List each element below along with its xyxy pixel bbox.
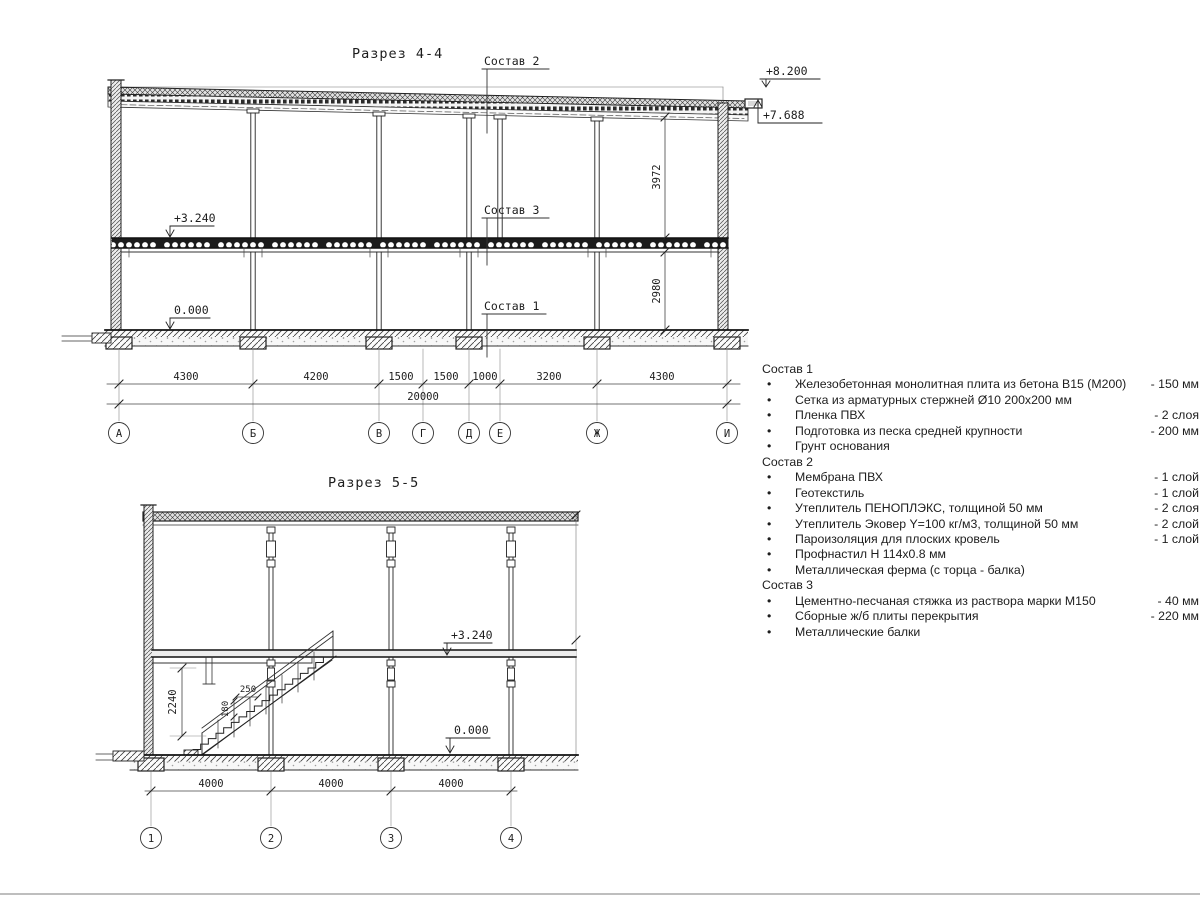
list-item	[762, 532, 1199, 547]
item-name: Грунт основания	[795, 439, 890, 454]
item-qty: - 1 слой	[1150, 470, 1199, 485]
staircase	[184, 656, 336, 766]
item-name: Мембрана ПВХ	[795, 470, 884, 485]
axis-v: В	[375, 428, 383, 440]
axis-labels-55	[148, 833, 514, 845]
item-qty: - 220 мм	[1147, 609, 1199, 624]
dim-55-1: 4000	[198, 778, 224, 790]
sostav-2-label: Состав 2	[484, 54, 540, 68]
item-name: Профнастил Н 114х0.8 мм	[795, 547, 946, 562]
axis-i: И	[723, 428, 731, 440]
dim-rows-44	[107, 349, 740, 421]
section-4-4	[62, 46, 822, 444]
list-item	[762, 470, 1199, 485]
section-5-5	[96, 475, 580, 849]
item-name: Пленка ПВХ	[795, 408, 866, 423]
item-qty: - 40 мм	[1153, 594, 1199, 609]
axis-b: Б	[249, 428, 257, 440]
elev-floor-44: +3.240	[174, 211, 216, 225]
dim-44-5: 1000	[472, 371, 498, 383]
dim-44-2: 4200	[303, 371, 329, 383]
bullet-icon: •	[767, 547, 772, 562]
dim-44-3: 1500	[388, 371, 414, 383]
axis-3: 3	[387, 833, 395, 845]
bullet-icon: •	[767, 377, 772, 392]
item-name: Металлическая ферма (с торца - балка)	[795, 562, 1025, 577]
composition-3-title: Состав 3	[762, 578, 813, 593]
bullet-icon: •	[767, 562, 772, 577]
section-4-4-title: Разрез 4-4	[352, 46, 444, 62]
item-qty: - 150 мм	[1147, 377, 1199, 392]
columns-upper-44	[247, 109, 603, 238]
floor-slab-44	[112, 238, 728, 257]
bullet-icon: •	[767, 624, 772, 639]
axis-a: А	[115, 428, 123, 440]
list-item	[762, 377, 1199, 392]
roof-55	[143, 512, 578, 525]
bullet-icon: •	[767, 470, 772, 485]
bullet-icon: •	[767, 516, 772, 531]
item-name: Сборные ж/б плиты перекрытия	[795, 609, 979, 624]
item-name: Сетка из арматурных стержней Ø10 200х200 мм	[795, 392, 1072, 407]
dim-stair-height: 2240	[167, 689, 179, 715]
list-item	[762, 594, 1199, 609]
elev-top-44: +8.200	[766, 64, 808, 78]
list-item	[762, 625, 1199, 640]
item-qty: - 1 слой	[1150, 532, 1199, 547]
ground-slab-55	[96, 751, 578, 771]
axis-d: Д	[465, 428, 473, 440]
axis-e: Е	[496, 428, 504, 440]
composition-2-title: Состав 2	[762, 454, 813, 469]
sostav-1-label: Состав 1	[484, 299, 540, 313]
item-name: Утеплитель ПЕНОПЛЭКС, толщиной 50 мм	[795, 501, 1043, 516]
stair-dims	[167, 664, 261, 740]
roof-44	[108, 87, 762, 121]
dim-44-total: 20000	[407, 391, 439, 403]
bullet-icon: •	[767, 609, 772, 624]
axis-4: 4	[507, 833, 515, 845]
dim-44-6: 3200	[536, 371, 562, 383]
bullet-icon: •	[767, 408, 772, 423]
ground-slab-44	[62, 330, 748, 349]
dim-44-7: 4300	[649, 371, 675, 383]
list-item	[762, 408, 1199, 423]
bullet-icon: •	[767, 423, 772, 438]
list-item	[762, 393, 1199, 408]
item-qty: - 2 слоя	[1150, 408, 1199, 423]
columns-lower-44	[251, 252, 599, 330]
sostav-3-label: Состав 3	[484, 203, 540, 217]
list-item	[762, 424, 1199, 439]
elev-ground-55: 0.000	[454, 723, 489, 737]
item-qty: - 1 слой	[1150, 486, 1199, 501]
item-name: Цементно-песчаная стяжка из раствора марки М150	[795, 593, 1096, 608]
item-name: Пароизоляция для плоских кровель	[795, 531, 1000, 546]
dim-55-3: 4000	[438, 778, 464, 790]
item-name: Геотекстиль	[795, 485, 865, 500]
axis-zh: Ж	[593, 428, 601, 440]
item-qty: - 2 слоя	[1150, 501, 1199, 516]
elev-parapet-44: +7.688	[763, 108, 805, 122]
axis-g: Г	[419, 428, 427, 440]
item-name: Утеплитель Эковер Y=100 кг/м3, толщиной 50 мм	[795, 516, 1079, 531]
item-name: Железобетонная монолитная плита из бетона В15 (М200)	[795, 377, 1127, 392]
section-5-5-title: Разрез 5-5	[328, 475, 420, 491]
dim-lower-height: 2980	[651, 278, 663, 304]
list-item	[762, 501, 1199, 516]
axis-1: 1	[147, 833, 155, 845]
composition-lists	[762, 362, 1199, 640]
vertical-dims-44	[651, 113, 669, 334]
dim-row-55	[145, 772, 517, 826]
axis-bubbles-55	[141, 828, 522, 849]
bullet-icon: •	[767, 392, 772, 407]
bullet-icon: •	[767, 485, 772, 500]
list-item	[762, 517, 1199, 532]
dim-tread: 250	[239, 685, 257, 695]
bullet-icon: •	[767, 593, 772, 608]
wall-55	[141, 505, 156, 757]
dim-44-4: 1500	[433, 371, 459, 383]
dim-upper-height: 3972	[651, 164, 663, 190]
elev-floor-55: +3.240	[451, 628, 493, 642]
axis-labels-44	[116, 428, 730, 440]
item-qty: - 2 слой	[1150, 517, 1199, 532]
elev-ground-44: 0.000	[174, 303, 209, 317]
item-qty: - 200 мм	[1147, 424, 1199, 439]
list-item	[762, 563, 1199, 578]
bullet-icon: •	[767, 531, 772, 546]
list-item	[762, 439, 1199, 454]
bullet-icon: •	[767, 501, 772, 516]
item-name: Металлические балки	[795, 624, 921, 639]
dim-55-2: 4000	[318, 778, 344, 790]
axis-2: 2	[267, 833, 275, 845]
dim-riser: 180	[221, 700, 231, 718]
dim-44-1: 4300	[173, 371, 199, 383]
item-name: Подготовка из песка средней крупности	[795, 423, 1023, 438]
list-item	[762, 486, 1199, 501]
columns-lower-55	[267, 657, 515, 755]
list-item	[762, 609, 1199, 624]
composition-1-title: Состав 1	[762, 362, 813, 376]
list-item	[762, 547, 1199, 562]
bullet-icon: •	[767, 439, 772, 454]
